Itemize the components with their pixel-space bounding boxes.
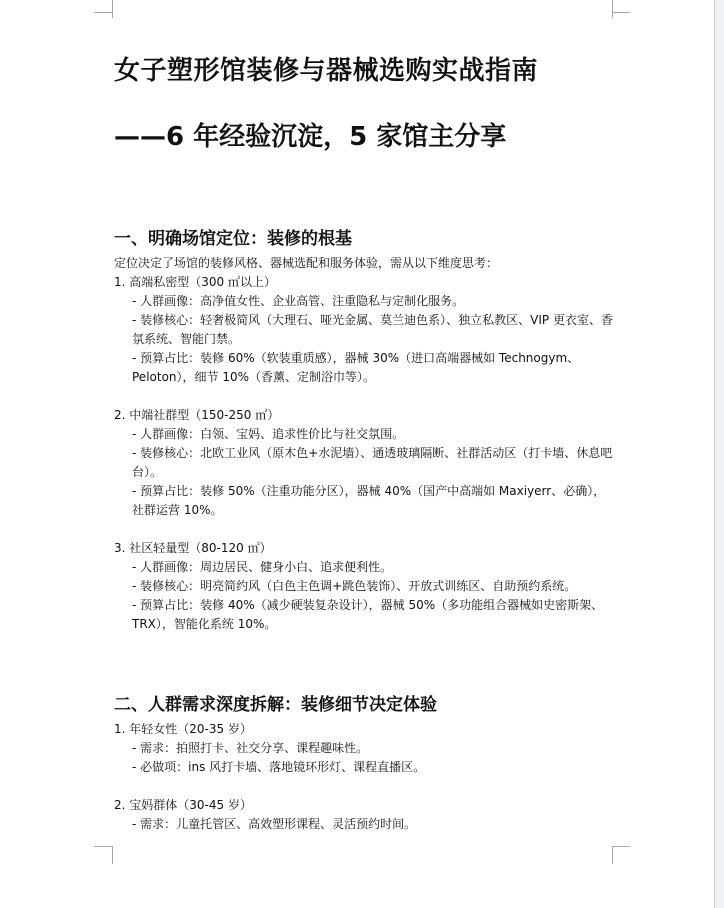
- list-item-title: 1. 高端私密型（300 ㎡以上）: [114, 275, 276, 289]
- list-item-line: - 人群画像：高净值女性、企业高管、注重隐私与定制化服务。: [132, 294, 465, 308]
- list-item-line: - 需求：儿童托管区、高效塑形课程、灵活预约时间。: [132, 817, 417, 831]
- section1-intro: 定位决定了场馆的装修风格、器械选配和服务体验，需从以下维度思考：: [114, 256, 499, 270]
- list-item-title: 1. 年轻女性（20-35 岁）: [114, 722, 252, 736]
- list-item-line: - 装修核心：轻奢极简风（大理石、哑光金属、莫兰迪色系）、独立私教区、VIP 更衣室、香氛系统、智能门禁。: [132, 313, 613, 346]
- list-item-line: - 需求：拍照打卡、社交分享、课程趣味性。: [132, 741, 369, 755]
- list-item-line: - 预算占比：装修 50%（注重功能分区），器械 40%（国产中高端如 Maxiyerr、必确），社群运营 10%。: [132, 484, 606, 517]
- list-item-title: 3. 社区轻量型（80-120 ㎡）: [114, 541, 272, 555]
- list-item-line: - 人群画像：白领、宝妈、追求性价比与社交氛围。: [132, 427, 405, 441]
- list-item-line: - 装修核心：明亮简约风（白色主色调+跳色装饰）、开放式训练区、自助预约系统。: [132, 579, 577, 593]
- section1-body: [114, 254, 614, 634]
- list-item-line: - 必做项：ins 风打卡墙、落地镜环形灯、课程直播区。: [132, 760, 426, 774]
- list-item-line: - 装修核心：北欧工业风（原木色+水泥墙）、通透玻璃隔断、社群活动区（打卡墙、休息吧台）。: [132, 446, 613, 479]
- section-heading-audience: 二、人群需求深度拆解：装修细节决定体验: [114, 695, 437, 715]
- list-item-title: 2. 中端社群型（150-250 ㎡）: [114, 408, 280, 422]
- document-subtitle: ——6 年经验沉淀，5 家馆主分享: [114, 122, 507, 152]
- list-item-line: - 人群画像：周边居民、健身小白、追求便利性。: [132, 560, 393, 574]
- document-title: 女子塑形馆装修与器械选购实战指南: [114, 56, 539, 86]
- list-item-line: - 预算占比：装修 60%（软装重质感），器械 30%（进口高端器械如 Technogym、Peloton），细节 10%（香薰、定制浴巾等）。: [132, 351, 580, 384]
- list-item-line: - 预算占比：装修 40%（减少硬装复杂设计），器械 50%（多功能组合器械如史密斯架、TRX），智能化系统 10%。: [132, 598, 604, 631]
- section2-body: [114, 720, 614, 834]
- list-item-title: 2. 宝妈群体（30-45 岁）: [114, 798, 252, 812]
- section-heading-positioning: 一、明确场馆定位：装修的根基: [114, 229, 352, 249]
